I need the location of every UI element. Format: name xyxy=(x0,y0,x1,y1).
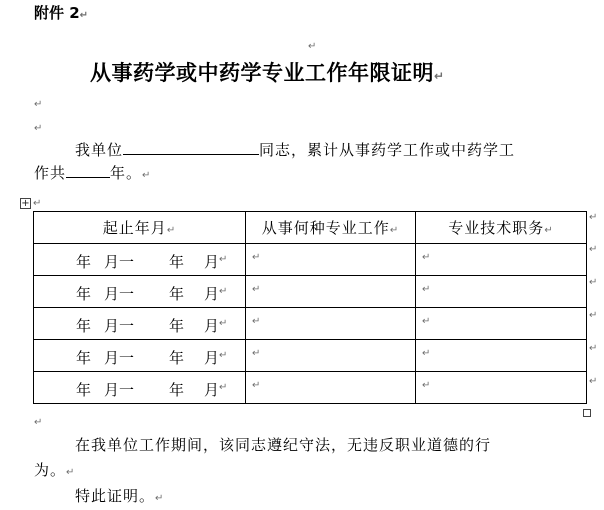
work-type-cell[interactable] xyxy=(246,244,416,276)
date-part: 月一 xyxy=(104,381,135,399)
conduct-paragraph-line2 xyxy=(34,460,75,480)
conduct-paragraph-line1: 在我单位工作期间，该同志遵纪守法，无违反职业道德的行 xyxy=(75,436,492,454)
paragraph-mark: ↵ xyxy=(422,252,431,263)
paragraph-mark: ↵ xyxy=(434,69,445,83)
work-type-cell[interactable] xyxy=(246,276,416,308)
text-segment: 同志，累计从事药学工作或中药学工 xyxy=(259,141,516,159)
attachment-label-text: 附件 2 xyxy=(34,4,80,22)
attachment-label xyxy=(34,4,88,22)
title-cell[interactable] xyxy=(416,372,587,404)
paragraph-mark: ↵ xyxy=(544,225,554,236)
paragraph-mark: ↵ xyxy=(219,286,228,297)
period-cell[interactable] xyxy=(34,244,246,276)
title-cell[interactable] xyxy=(416,244,587,276)
paragraph-mark: ↵ xyxy=(219,382,228,393)
paragraph-mark: ↵ xyxy=(66,467,76,478)
paragraph-mark: ↵ xyxy=(219,254,228,265)
date-part: 年 xyxy=(76,317,92,335)
row-end-mark: ↵ xyxy=(589,212,598,223)
paragraph-mark: ↵ xyxy=(252,380,261,391)
paragraph-mark: ↵ xyxy=(142,170,152,181)
paragraph-mark: ↵ xyxy=(34,99,43,110)
date-part: 月一 xyxy=(104,349,135,367)
paragraph-mark: ↵ xyxy=(166,225,177,236)
header-cell-period[interactable] xyxy=(34,212,246,244)
title-cell[interactable] xyxy=(416,340,587,372)
header-cell-title[interactable] xyxy=(416,212,587,244)
document-title xyxy=(90,58,445,88)
paragraph-mark: ↵ xyxy=(308,41,317,52)
table-resize-handle[interactable] xyxy=(583,409,591,417)
paragraph-mark: ↵ xyxy=(34,417,43,428)
date-part: 年 xyxy=(169,253,185,271)
date-part: 月 xyxy=(204,253,220,271)
table-row xyxy=(34,244,587,276)
table-row xyxy=(34,276,587,308)
text-segment: 我单位 xyxy=(75,141,124,159)
date-part: 年 xyxy=(169,285,185,303)
period-cell[interactable] xyxy=(34,276,246,308)
header-text: 起止年月 xyxy=(102,219,167,237)
date-part: 年 xyxy=(169,349,185,367)
period-cell[interactable] xyxy=(34,340,246,372)
closing-paragraph xyxy=(75,486,164,506)
date-part: 年 xyxy=(76,253,92,271)
text-segment: 年。 xyxy=(110,164,143,182)
table-row xyxy=(34,372,587,404)
row-end-mark: ↵ xyxy=(589,277,598,288)
work-type-cell[interactable] xyxy=(246,340,416,372)
text-segment: 为。 xyxy=(34,461,67,479)
work-type-cell[interactable] xyxy=(246,308,416,340)
paragraph-mark: ↵ xyxy=(34,123,43,134)
paragraph-mark: ↵ xyxy=(79,10,89,21)
date-part: 月一 xyxy=(104,253,135,271)
paragraph-mark: ↵ xyxy=(252,348,261,359)
date-part: 月 xyxy=(204,381,220,399)
document-title-text: 从事药学或中药学专业工作年限证明 xyxy=(90,61,434,85)
paragraph-mark: ↵ xyxy=(252,252,261,263)
paragraph-mark: ↵ xyxy=(422,380,431,391)
paragraph-mark: ↵ xyxy=(422,284,431,295)
work-type-cell[interactable] xyxy=(246,372,416,404)
period-cell[interactable] xyxy=(34,308,246,340)
row-end-mark: ↵ xyxy=(589,376,598,387)
table-row xyxy=(34,340,587,372)
paragraph-mark: ↵ xyxy=(252,284,261,295)
text-segment: 特此证明。 xyxy=(75,487,156,505)
row-end-mark: ↵ xyxy=(589,310,598,321)
header-text: 专业技术职务 xyxy=(448,219,545,237)
paragraph-mark: ↵ xyxy=(33,198,42,209)
table-header-row xyxy=(34,212,587,244)
row-end-mark: ↵ xyxy=(589,343,598,354)
date-part: 年 xyxy=(169,317,185,335)
certify-paragraph-line2 xyxy=(34,163,151,183)
date-part: 月 xyxy=(204,285,220,303)
paragraph-mark: ↵ xyxy=(155,493,165,504)
date-part: 年 xyxy=(76,381,92,399)
row-end-mark: ↵ xyxy=(589,244,598,255)
date-part: 年 xyxy=(76,349,92,367)
date-part: 月一 xyxy=(104,285,135,303)
table-row xyxy=(34,308,587,340)
date-part: 年 xyxy=(169,381,185,399)
period-cell[interactable] xyxy=(34,372,246,404)
header-cell-work-type[interactable] xyxy=(246,212,416,244)
certify-paragraph-line1 xyxy=(75,140,515,160)
paragraph-mark: ↵ xyxy=(422,316,431,327)
header-text: 从事何种专业工作 xyxy=(261,219,390,237)
title-cell[interactable] xyxy=(416,308,587,340)
paragraph-mark: ↵ xyxy=(252,316,261,327)
date-part: 月 xyxy=(204,317,220,335)
table-move-handle[interactable]: + xyxy=(21,198,30,209)
date-part: 月一 xyxy=(104,317,135,335)
name-blank[interactable] xyxy=(123,140,259,155)
paragraph-mark: ↵ xyxy=(389,225,400,236)
paragraph-mark: ↵ xyxy=(219,318,228,329)
work-history-table xyxy=(33,211,587,404)
paragraph-mark: ↵ xyxy=(422,348,431,359)
date-part: 月 xyxy=(204,349,220,367)
title-cell[interactable] xyxy=(416,276,587,308)
paragraph-mark: ↵ xyxy=(219,350,228,361)
years-blank[interactable] xyxy=(66,163,110,178)
date-part: 年 xyxy=(76,285,92,303)
text-segment: 作共 xyxy=(34,164,67,182)
